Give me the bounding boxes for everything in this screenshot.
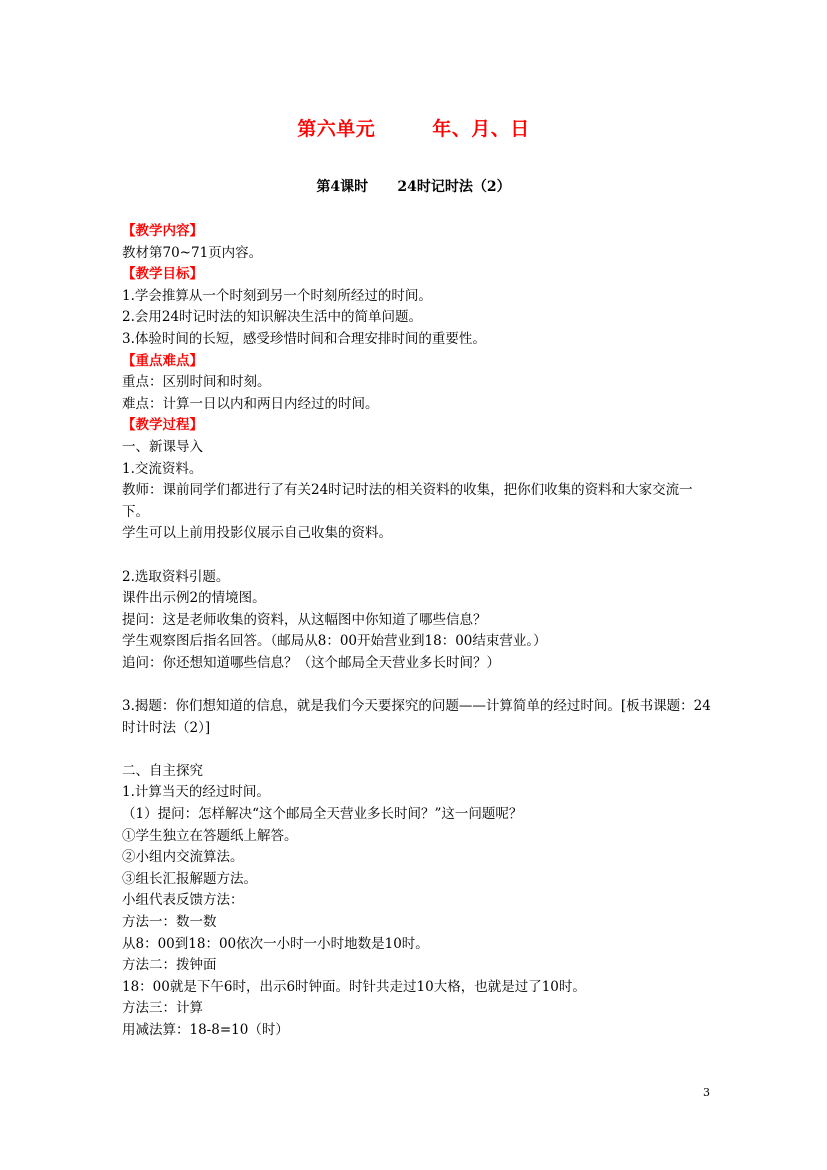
blank-line [122,545,712,567]
section-heading-content: 【教学内容】 [122,223,203,239]
section-heading-key-points: 【重点难点】 [122,352,203,369]
paragraph: 1.交流资料。 [122,460,203,477]
paragraph: 小组代表反馈方法： [122,892,244,909]
paragraph: ②小组内交流算法。 [122,849,244,866]
method-text: 用减法算：18-8=10（时） [122,1021,289,1038]
part-title: 二、自主探究 [122,762,203,779]
difficult-point: 难点：计算一日以内和两日内经过的时间。 [122,395,379,412]
paragraph: 追问：你还想知道哪些信息？（这个邮局全天营业多长时间？） [122,654,500,671]
paragraph: 1.计算当天的经过时间。 [122,784,270,801]
paragraph: 教师：课前同学们都进行了有关24时记时法的相关资料的收集，把你们收集的资料和大家交流一下。 [122,482,693,520]
paragraph: 提问：这是老师收集的资料，从这幅图中你知道了哪些信息？ [122,611,487,628]
blank-line [122,674,712,696]
blank-line [122,739,712,761]
key-point: 重点：区别时间和时刻。 [122,374,271,391]
paragraph: ①学生独立在答题纸上解答。 [122,827,298,844]
unit-title: 第六单元 年、月、日 [297,118,530,140]
method-text: 从8：00到18：00依次一小时一小时地数是10时。 [122,935,429,952]
paragraph: 3.揭题：你们想知道的信息，就是我们今天要探究的问题——计算简单的经过时间。[板书课题：24时计时法（2）] [122,698,711,736]
paragraph: 课件出示例2的情境图。 [122,590,266,607]
method-title: 方法二：拨钟面 [122,957,217,974]
goal-item: 2.会用24时记时法的知识解决生活中的简单问题。 [122,309,423,326]
document-body [122,221,712,1042]
paragraph: 学生可以上前用投影仪展示自己收集的资料。 [122,525,392,542]
page-number: 3 [703,1086,710,1099]
section-heading-goals: 【教学目标】 [122,266,203,283]
goal-item: 1.学会推算从一个时刻到另一个时刻所经过的时间。 [122,287,432,304]
goal-item: 3.体验时间的长短，感受珍惜时间和合理安排时间的重要性。 [122,330,486,347]
method-title: 方法一：数一数 [122,914,217,930]
method-text: 18：00就是下午6时，出示6时钟面。时针共走过10大格，也就是过了10时。 [122,978,586,995]
part-title: 一、新课导入 [122,438,203,455]
method-title: 方法三：计算 [122,1000,203,1017]
content-text: 教材第70~71页内容。 [122,244,263,261]
paragraph: 2.选取资料引题。 [122,568,230,585]
paragraph: （1）提问：怎样解决“这个邮局全天营业多长时间？”这一问题呢？ [122,806,523,823]
section-heading-process: 【教学过程】 [122,417,203,434]
paragraph: 学生观察图后指名回答。（邮局从8：00开始营业到18：00结束营业。） [122,633,547,650]
paragraph: ③组长汇报解题方法。 [122,870,257,887]
lesson-subtitle: 第4课时 24时记时法（2） [316,179,511,195]
